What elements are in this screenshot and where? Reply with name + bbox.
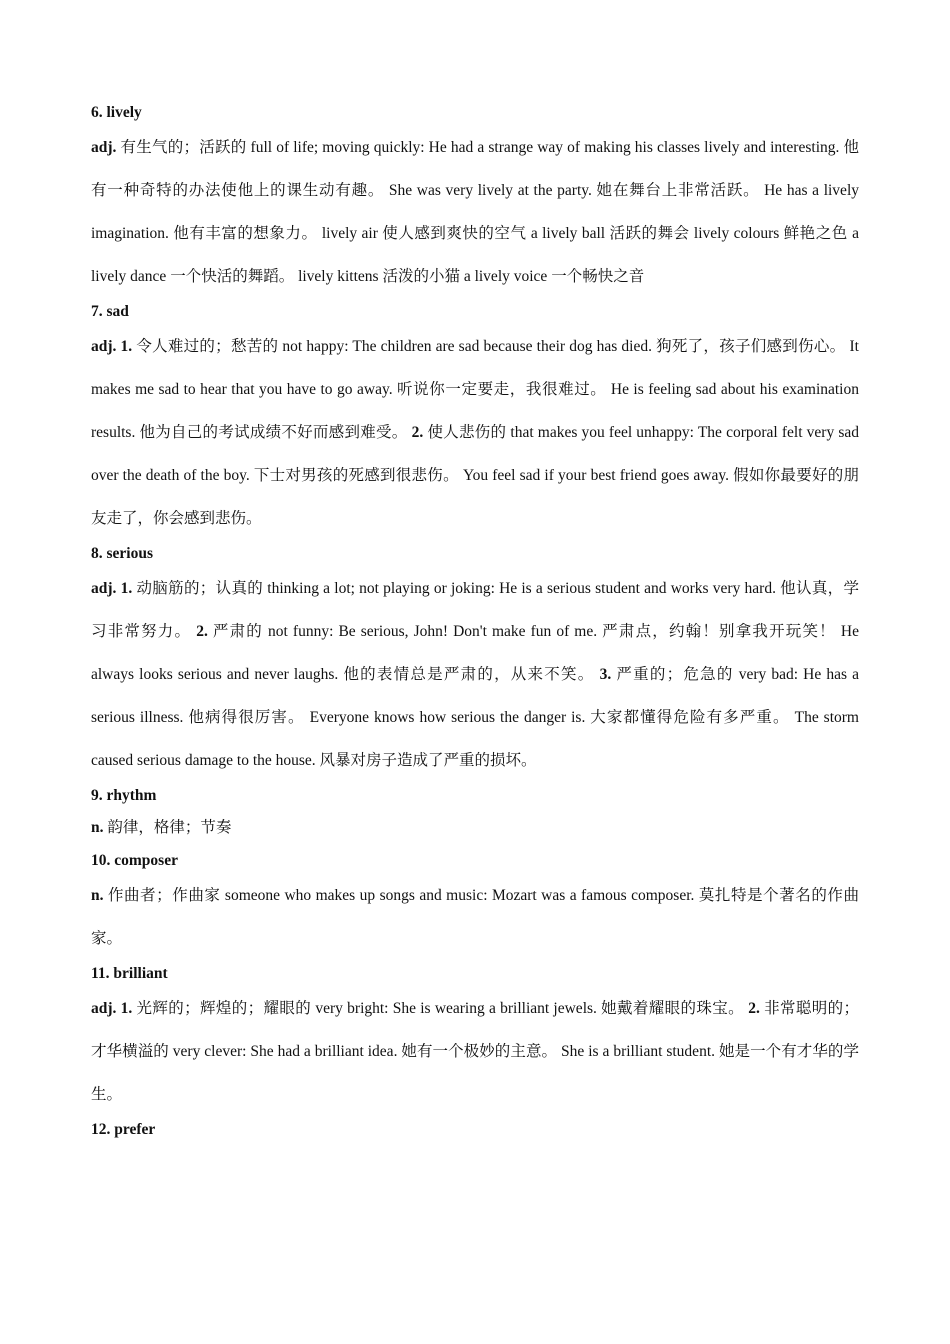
definition: [91, 874, 859, 960]
sense-number: 2.: [196, 623, 213, 640]
definition: [91, 567, 859, 782]
sense-number: 2.: [748, 1000, 765, 1017]
definition: [91, 809, 859, 847]
definition-text: 严肃的 not funny: Be serious, John! Don't make fun of me. 严肃点，约翰！别拿我开玩笑！ He always looks serious and never laughs. 他的表情总是严肃的，从来不笑。: [91, 623, 859, 683]
headword: 8. serious: [91, 545, 153, 562]
definition: [91, 987, 859, 1116]
sense-number: 3.: [599, 666, 617, 683]
definition-text: 有生气的；活跃的 full of life; moving quickly: He had a strange way of making his classes lively and interesting. 他有一种奇特的办法使他上的课生动有趣。 She was very lively at the party. 她在舞台上非常活跃。 He has a lively imagination. 他有丰富的想象力。 lively air 使人感到爽快的空气 a lively ball 活跃的舞会 lively colours 鲜艳之色 a lively dance 一个快活的舞蹈。 lively kittens 活泼的小猫 a lively voice 一个畅快之音: [91, 139, 859, 285]
pos-label: adj.: [91, 139, 121, 156]
definition-text: 光辉的；辉煌的；耀眼的 very bright: She is wearing a brilliant jewels. 她戴着耀眼的珠宝。: [136, 1000, 749, 1017]
definition: [91, 126, 859, 298]
sense-number: 2.: [411, 424, 428, 441]
entry-serious: [91, 540, 859, 782]
entry-sad: [91, 298, 859, 540]
definition-text: 韵律，格律；节奏: [107, 819, 232, 836]
pos-label: n.: [91, 819, 108, 836]
definition-text: 非常聪明的；才华横溢的 very clever: She had a brilliant idea. 她有一个极妙的主意。 She is a brilliant student. 她是一个有才华的学生。: [91, 1000, 859, 1103]
pos-label: adj. 1.: [91, 338, 137, 355]
entry-brilliant: [91, 960, 859, 1116]
pos-label: adj. 1.: [91, 580, 137, 597]
entry-lively: [91, 99, 859, 298]
pos-label: n.: [91, 887, 108, 904]
definition-text: 作曲者；作曲家 someone who makes up songs and music: Mozart was a famous composer. 莫扎特是个著名的作曲家。: [91, 887, 859, 947]
headword: 7. sad: [91, 303, 129, 320]
headword: 12. prefer: [91, 1121, 156, 1138]
entry-prefer: [91, 1116, 859, 1143]
definition-text: 严重的；危急的 very bad: He has a serious illness. 他病得很厉害。 Everyone knows how serious the danger is. 大家都懂得危险有多严重。 The storm caused serious damage to the house. 风暴对房子造成了严重的损坏。: [91, 666, 860, 769]
headword: 11. brilliant: [91, 965, 168, 982]
headword: 10. composer: [91, 852, 178, 869]
headword: 6. lively: [91, 104, 142, 121]
definition-text: 动脑筋的；认真的 thinking a lot; not playing or joking: He is a serious student and works very hard. 他认真，学习非常努力。: [91, 580, 859, 640]
pos-label: adj. 1.: [91, 1000, 137, 1017]
entry-rhythm: [91, 782, 859, 847]
entry-composer: [91, 847, 859, 960]
definition: [91, 325, 859, 540]
definition-text: 使人悲伤的 that makes you feel unhappy: The corporal felt very sad over the death of the boy. 下士对男孩的死感到很悲伤。 You feel sad if your best friend goes away. 假如你最要好的朋友走了，你会感到悲伤。: [91, 424, 859, 527]
headword: 9. rhythm: [91, 787, 157, 804]
definition-text: 令人难过的；愁苦的 not happy: The children are sad because their dog has died. 狗死了，孩子们感到伤心。 It makes me sad to hear that you have to go away. 听说你一定要走，我很难过。 He is feeling sad about his examination results. 他为自己的考试成绩不好而感到难受。: [91, 338, 859, 441]
